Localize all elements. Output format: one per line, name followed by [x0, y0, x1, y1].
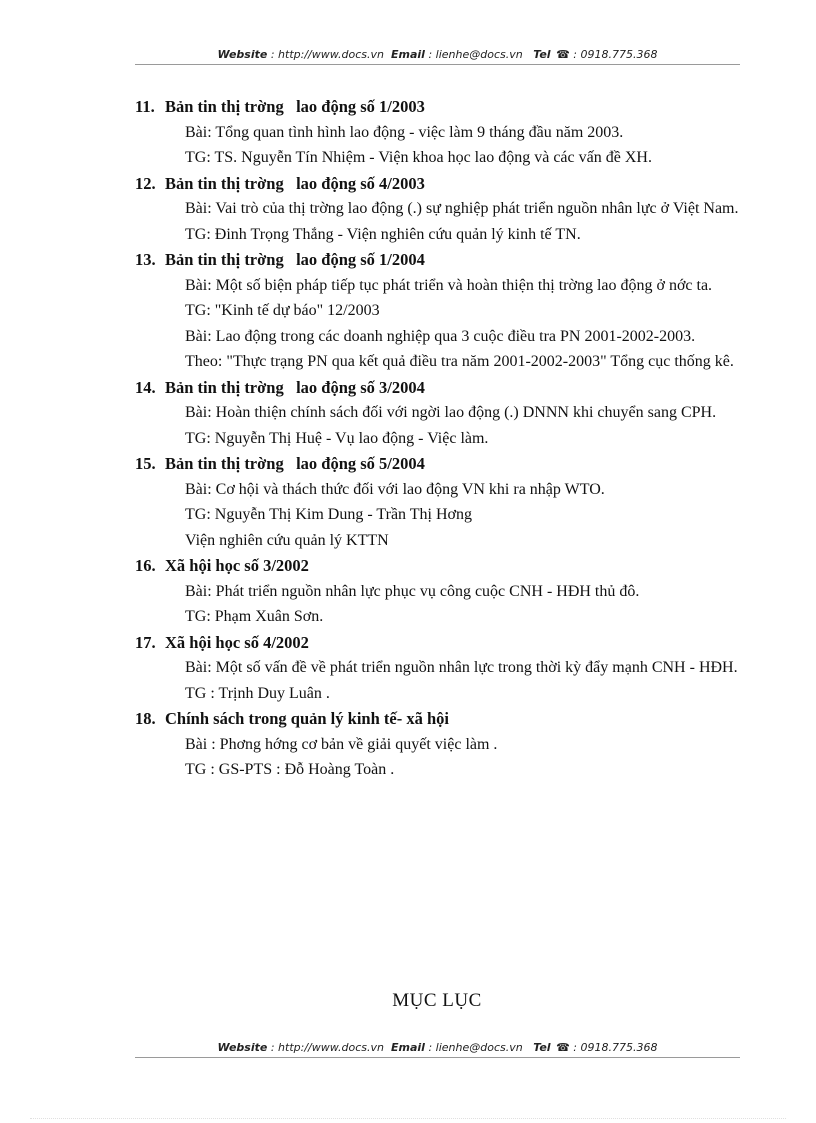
entry-paragraph: Viện nghiên cứu quản lý KTTN [185, 531, 389, 549]
entry-paragraph: TG : GS-PTS : Đỗ Hoàng Toàn . [185, 761, 395, 778]
website-url[interactable]: : http://www.docs.vn [270, 48, 385, 61]
reference-entry [135, 247, 739, 375]
website-url[interactable]: : http://www.docs.vn [270, 1041, 385, 1054]
entry-number: 18. [135, 709, 156, 728]
email-address[interactable]: : lienhe@docs.vn [428, 1041, 523, 1054]
entry-title [135, 94, 739, 120]
email-label: Email [391, 1041, 425, 1054]
page-footer [135, 1041, 740, 1058]
page-edge-divider [30, 1118, 786, 1119]
telephone-icon: ☎ [556, 1041, 570, 1054]
toc-title: MỤC LỤC [392, 990, 482, 1011]
entry-title [135, 451, 739, 477]
email-address[interactable]: : lienhe@docs.vn [428, 48, 523, 61]
reference-entry [135, 451, 739, 553]
reference-entry [135, 630, 739, 707]
entry-paragraph: TG: TS. Nguyễn Tín Nhiệm - Viện khoa học lao động và các vấn đề XH. [185, 149, 652, 166]
entry-paragraph: Bài: Phát triển nguồn nhân lực phục vụ công cuộc CNH - HĐH thủ đô. [185, 582, 640, 600]
entry-paragraph: Bài : Phơng hớng cơ bản về giải quyết việc làm . [185, 735, 498, 753]
entry-title [135, 247, 739, 273]
reference-entry [135, 553, 739, 630]
entry-paragraph: TG : Trịnh Duy Luân . [185, 684, 330, 702]
entry-number: 15. [135, 454, 156, 473]
entry-number: 14. [135, 377, 156, 397]
entry-paragraph: Bài: Vai trò của thị trờng lao động (.) sự nghiệp phát triển nguồn nhân lực ở Việt Nam. [185, 200, 739, 217]
entry-paragraph: TG: Nguyễn Thị Kim Dung - Trần Thị Hơng [185, 506, 472, 523]
reference-entry [135, 706, 739, 783]
reference-entry [135, 94, 739, 171]
tel-number: : 0918.775.368 [573, 1041, 658, 1054]
entry-number: 17. [135, 632, 156, 652]
entry-paragraph: Theo: "Thực trạng PN qua kết quả điều tra năm 2001-2002-2003" Tổng cục thống kê. [185, 353, 734, 370]
entry-title [135, 553, 739, 579]
entry-title-text: Bản tin thị trờng lao động số 3/2004 [165, 377, 425, 397]
email-label: Email [391, 48, 425, 61]
entry-title [135, 706, 739, 732]
reference-entry [135, 171, 739, 248]
reference-list [135, 94, 739, 783]
page-header [135, 48, 740, 65]
entry-number: 12. [135, 173, 156, 193]
entry-title-text: Xã hội học số 3/2002 [165, 556, 309, 575]
website-label: Website [217, 48, 268, 61]
entry-paragraph: TG: Nguyễn Thị Huệ - Vụ lao động - Việc làm. [185, 429, 489, 447]
tel-number: : 0918.775.368 [573, 48, 658, 61]
tel-label: Tel [533, 48, 551, 61]
entry-paragraph: Bài: Một số vấn đề về phát triển nguồn nhân lực trong thời kỳ đẩy mạnh CNH - HĐH. [185, 659, 738, 676]
entry-title-text: Bản tin thị trờng lao động số 5/2004 [165, 454, 425, 473]
entry-title-text: Bản tin thị trờng lao động số 1/2004 [165, 250, 425, 269]
website-label: Website [217, 1041, 268, 1054]
tel-label: Tel [533, 1041, 551, 1054]
entry-paragraph: Bài: Hoàn thiện chính sách đối với ngời lao động (.) DNNN khi chuyển sang CPH. [185, 404, 717, 421]
entry-paragraph: TG: Đinh Trọng Thắng - Viện nghiên cứu quản lý kinh tế TN. [185, 225, 581, 243]
entry-number: 11. [135, 97, 155, 116]
reference-entry [135, 375, 739, 452]
entry-paragraph: TG: Phạm Xuân Sơn. [185, 608, 324, 625]
entry-paragraph: TG: "Kinh tế dự báo" 12/2003 [185, 302, 380, 319]
entry-title [135, 171, 739, 197]
entry-number: 16. [135, 556, 156, 575]
entry-title-text: Bản tin thị trờng lao động số 1/2003 [165, 97, 425, 116]
entry-paragraph: Bài: Lao động trong các doanh nghiệp qua 3 cuộc điều tra PN 2001-2002-2003. [185, 327, 696, 345]
entry-title-text: Bản tin thị trờng lao động số 4/2003 [165, 173, 425, 193]
entry-paragraph: Bài: Cơ hội và thách thức đối với lao động VN khi ra nhập WTO. [185, 480, 605, 498]
entry-title-text: Chính sách trong quản lý kinh tế- xã hội [165, 709, 449, 728]
entry-title [135, 375, 739, 401]
entry-paragraph: Bài: Một số biện pháp tiếp tục phát triển và hoàn thiện thị trờng lao động ở nớc ta. [185, 276, 713, 294]
entry-paragraph: Bài: Tổng quan tình hình lao động - việc làm 9 tháng đầu năm 2003. [185, 123, 624, 141]
entry-title [135, 630, 739, 656]
telephone-icon: ☎ [556, 48, 570, 61]
entry-number: 13. [135, 250, 156, 269]
entry-title-text: Xã hội học số 4/2002 [165, 632, 309, 652]
